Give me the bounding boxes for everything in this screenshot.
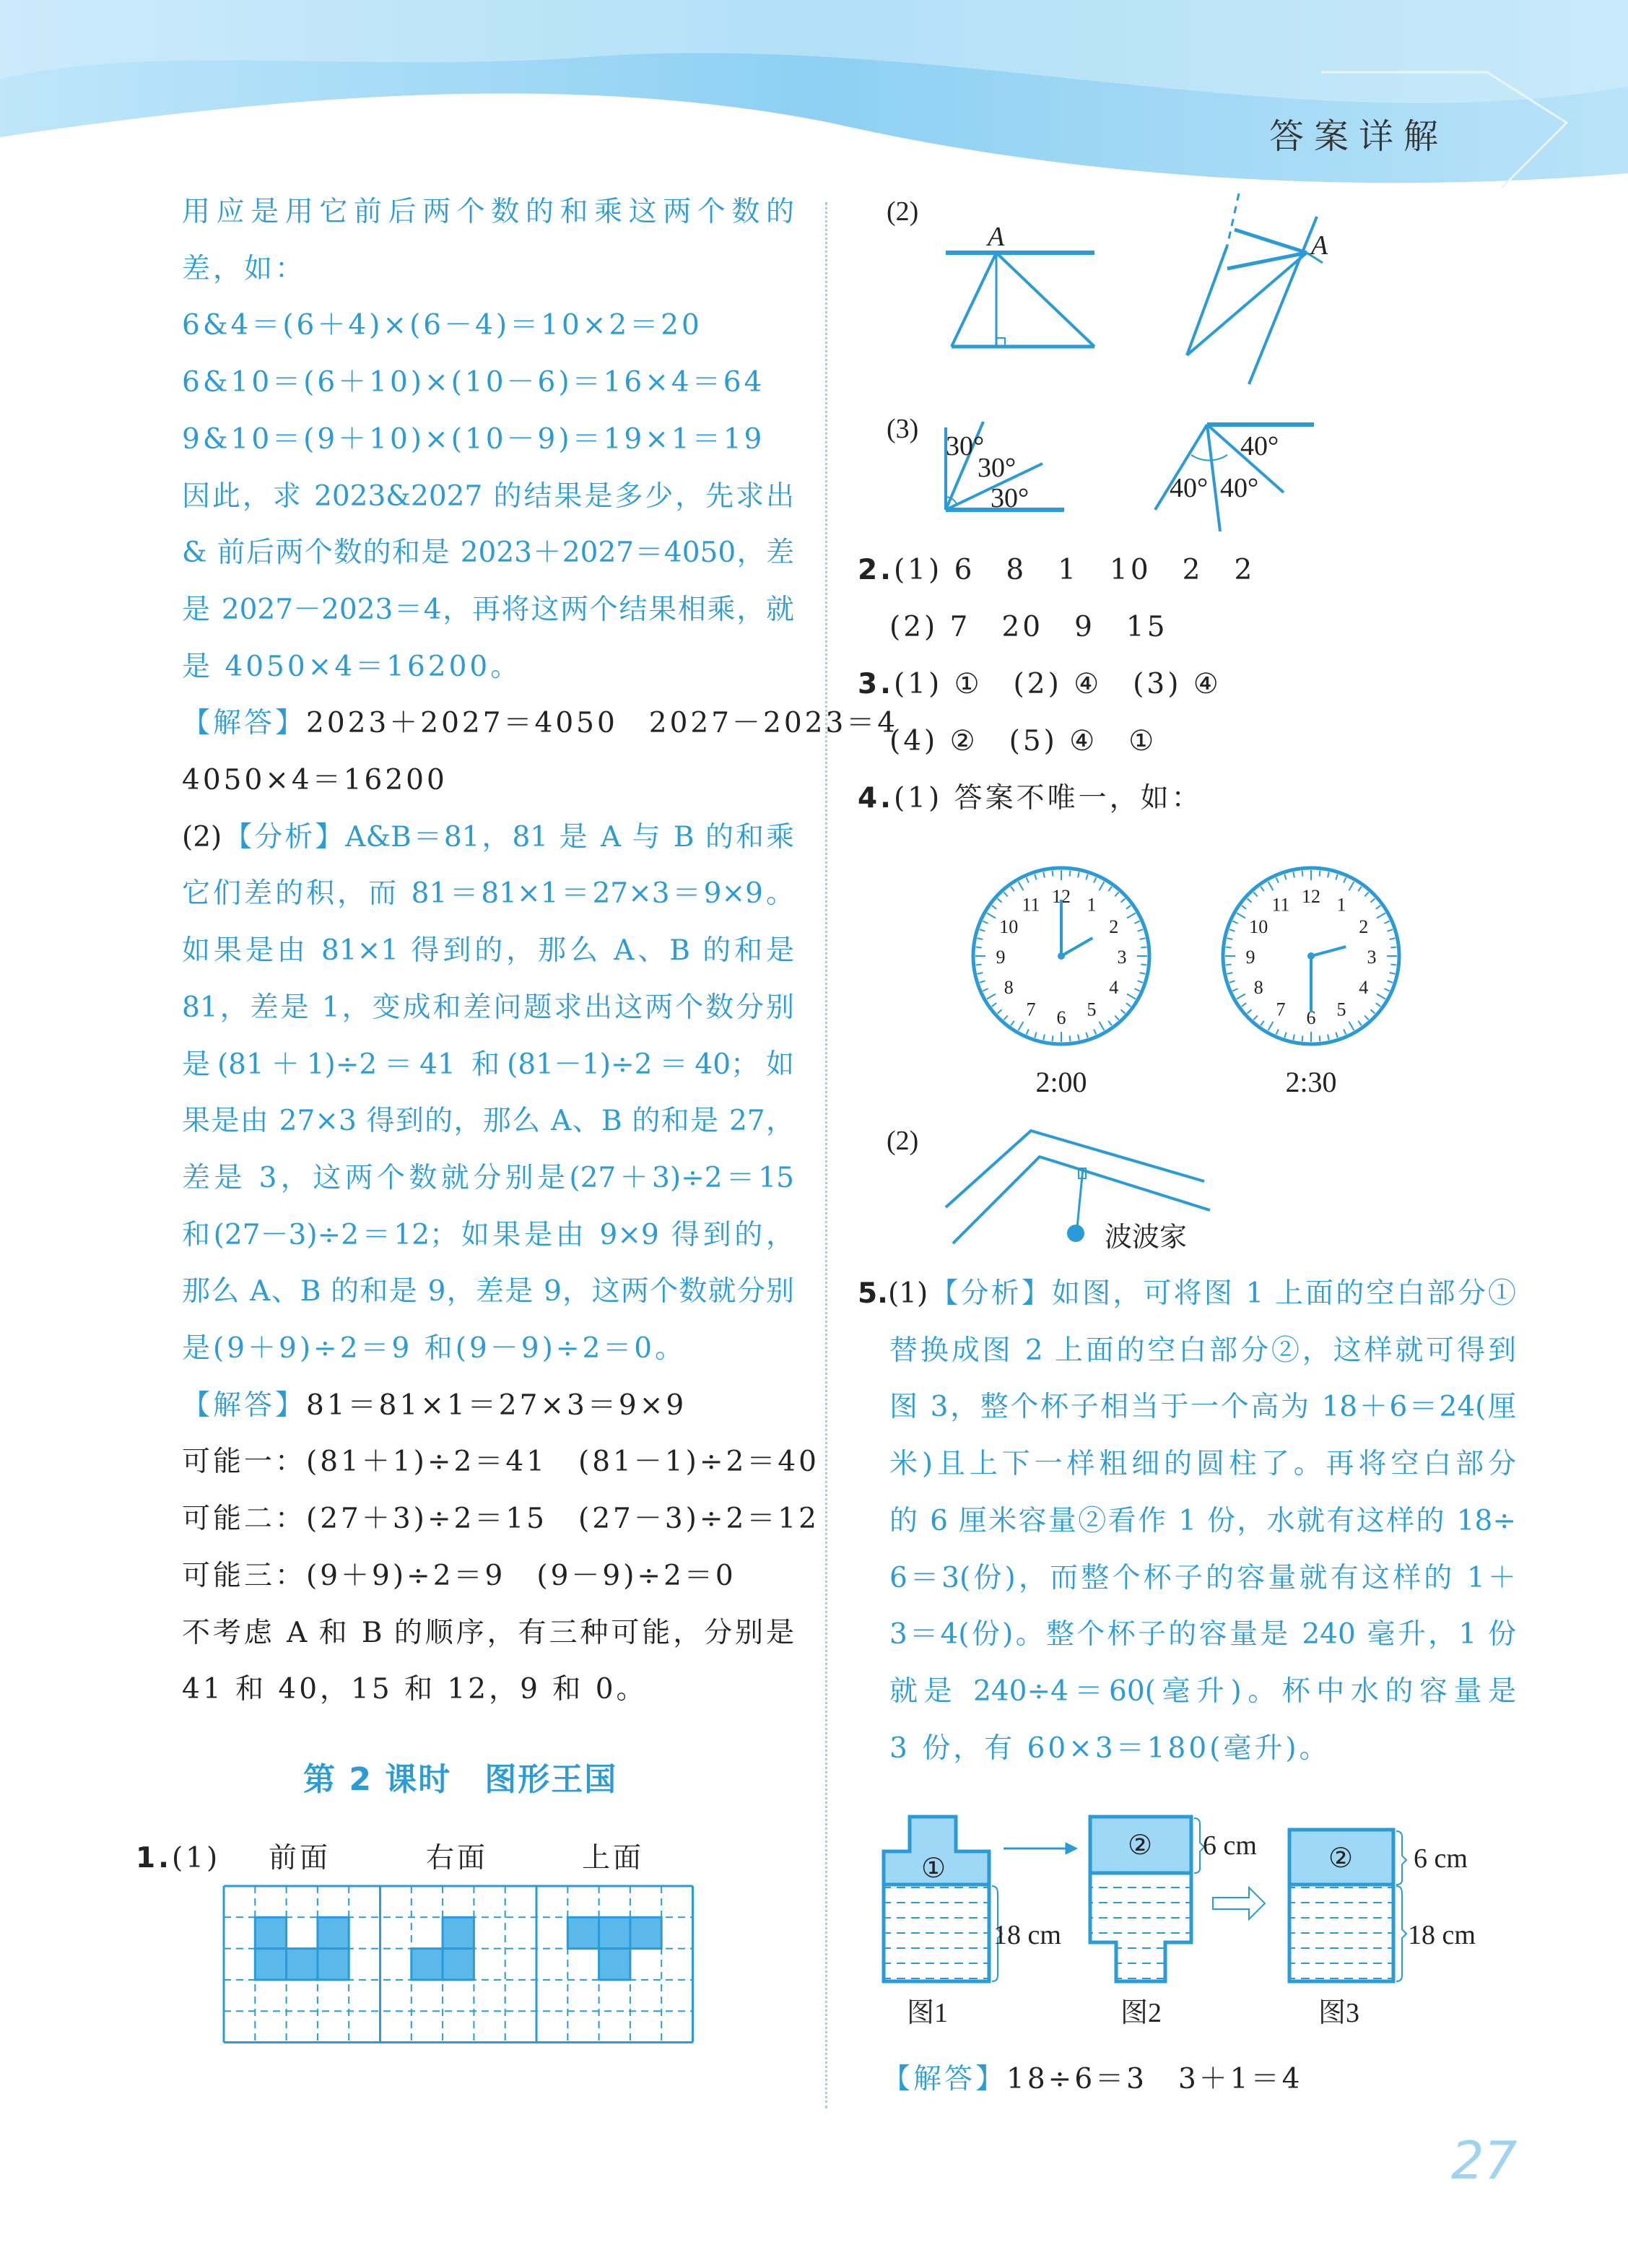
- clock-number: 8: [1253, 977, 1263, 998]
- text-segment: 的 6 厘米容量②看作 1 份，水就有这样的 18÷: [889, 1504, 1516, 1537]
- text-line: [889, 1444, 1516, 1485]
- question-number: 4.: [858, 782, 894, 814]
- text-line: [889, 721, 1157, 762]
- view-square: [318, 1917, 349, 1948]
- text-segment: 如果是由 81×1 得到的，那么 A、B 的和是: [182, 934, 794, 968]
- text-segment: 不考虑 A 和 B 的顺序，有三种可能，分别是: [182, 1616, 794, 1649]
- part-label: (3): [887, 414, 919, 444]
- text-segment: 米)且上下一样粗细的圆柱了。再将空白部分: [889, 1448, 1516, 1481]
- text-line: [182, 362, 765, 403]
- text-segment: 它们差的积，而 81＝81×1＝27×3＝9×9。: [182, 877, 794, 911]
- views-grid: [217, 1877, 708, 2051]
- view-square: [412, 1949, 443, 1980]
- text-line: [182, 988, 794, 1028]
- route-figure: [866, 1112, 1271, 1271]
- part-label: (1): [171, 1842, 221, 1874]
- text-segment: 3 份，有 60×3＝180(毫升)。: [889, 1732, 1331, 1765]
- clock-time-label: 2:00: [1035, 1066, 1087, 1098]
- height-label-18cm: 18 cm: [993, 1920, 1061, 1950]
- text-line: [858, 1274, 1516, 1314]
- text-line: [858, 778, 1203, 819]
- clock-tick: [1302, 871, 1303, 877]
- text-segment: 就是 240÷4＝60(毫升)。杯中水的容量是: [889, 1674, 1516, 1708]
- figure-caption-1: 图1: [907, 1998, 949, 2028]
- view-square: [630, 1917, 661, 1948]
- clock-center: [1307, 952, 1315, 960]
- clock-number: 2: [1359, 916, 1369, 937]
- clock-tick: [1226, 947, 1232, 948]
- text-segment: (1) ① (2) ④ (3) ④: [893, 668, 1222, 700]
- clock-face: [1223, 868, 1399, 1044]
- angle-label: 40°: [1220, 473, 1259, 503]
- part-label: (2): [887, 196, 919, 227]
- text-segment: 【分析】A&B＝81，81 是 A 与 B 的和乘: [222, 820, 794, 853]
- clock-tick: [1070, 871, 1071, 877]
- question-number: 3.: [858, 668, 894, 700]
- angle-label: 30°: [946, 431, 985, 461]
- height-label-6cm: 6 cm: [1203, 1830, 1257, 1861]
- question-number: 1.: [136, 1842, 172, 1874]
- text-segment: 6&10＝(6＋10)×(10－6)＝16×4＝64: [182, 366, 765, 399]
- text-segment: 4050×4＝16200: [182, 764, 448, 796]
- clock-number: 7: [1276, 999, 1286, 1020]
- text-segment: 6&4＝(6＋4)×(6－4)＝10×2＝20: [182, 309, 702, 342]
- text-line: [889, 1331, 1516, 1371]
- text-segment: 图 3，整个杯子相当于一个高为 18＋6＝24(厘: [889, 1391, 1516, 1424]
- figure-caption-2: 图2: [1120, 1998, 1162, 2028]
- page-number: 27: [1451, 2130, 1518, 2191]
- clock-number: 6: [1306, 1007, 1316, 1028]
- column-divider: [825, 202, 827, 2108]
- text-line: [182, 1499, 819, 1539]
- angle-label: 30°: [978, 453, 1017, 483]
- text-segment: 那么 A、B 的和是 9，差是 9，这两个数就分别: [182, 1275, 794, 1308]
- part-label: (2): [887, 1126, 919, 1156]
- clock-number: 11: [1271, 894, 1290, 916]
- text-line: [182, 1386, 687, 1426]
- text-line: [182, 420, 765, 460]
- q5-solution: [882, 2059, 1302, 2100]
- text-segment: (1) 答案不唯一，如：: [893, 782, 1203, 814]
- text-segment: 因此，求 2023&2027 的结果是多少，先求出: [182, 479, 794, 513]
- clock-tick: [1141, 947, 1146, 948]
- clock-number: 4: [1109, 977, 1119, 998]
- text-line: [889, 1729, 1331, 1769]
- clock-number: 5: [1087, 999, 1097, 1020]
- text-line: [889, 1558, 1516, 1599]
- figure-caption-3: 图3: [1318, 1998, 1360, 2028]
- text-segment: (2) 7 20 9 15: [889, 611, 1168, 643]
- clock-number: 1: [1087, 894, 1097, 916]
- text-line: [889, 1615, 1516, 1655]
- question-number: 5.: [858, 1277, 888, 1310]
- text-segment: 差是 3，这两个数就分别是(27＋3)÷2＝15: [182, 1161, 794, 1194]
- text-line: [182, 533, 794, 573]
- q1-label: [136, 1838, 220, 1879]
- home-label: 波波家: [1105, 1222, 1188, 1253]
- text-line: [182, 1669, 648, 1710]
- text-segment: 差，如：: [182, 252, 307, 285]
- clock-number: 5: [1336, 999, 1346, 1020]
- text-line: [182, 590, 794, 630]
- text-segment: 是 4050×4＝16200。: [182, 650, 522, 683]
- text-line: [182, 703, 898, 744]
- view-label-right: 右面: [426, 1842, 489, 1874]
- text-segment: (1) 6 8 1 10 2 2: [893, 554, 1255, 586]
- text-line: [182, 1556, 736, 1596]
- clock-number: 9: [996, 947, 1006, 968]
- clock-tick: [976, 947, 982, 948]
- height-label-18cm: 18 cm: [1408, 1920, 1476, 1950]
- text-line: [889, 1501, 1516, 1542]
- text-segment: 【分析】如图，可将图 1 上面的空白部分①: [928, 1277, 1516, 1310]
- geometry-figures: [852, 188, 1502, 563]
- clock-number: 12: [1302, 886, 1320, 907]
- text-segment: 可能二：(27＋3)÷2＝15 (27－3)÷2＝12: [182, 1503, 819, 1536]
- part-marker-2: ②: [1128, 1830, 1153, 1861]
- text-line: [889, 607, 1168, 648]
- clock-number: 3: [1117, 947, 1127, 968]
- solution-text: 18÷6＝3 3＋1＝4: [1006, 2063, 1303, 2095]
- lesson-title: 第 2 课时 图形王国: [303, 1761, 618, 1798]
- text-segment: 41 和 40，15 和 12，9 和 0。: [182, 1673, 648, 1706]
- clock-number: 8: [1004, 977, 1014, 998]
- text-line: [182, 931, 794, 971]
- text-line: [182, 1158, 794, 1199]
- header-wave: [0, 0, 1628, 202]
- view-square: [443, 1917, 474, 1948]
- view-square: [255, 1917, 286, 1948]
- clock-center: [1058, 952, 1065, 960]
- section-title: 答案详解: [1269, 116, 1449, 157]
- text-segment: 81＝81×1＝27×3＝9×9: [306, 1389, 687, 1422]
- text-line: [889, 1672, 1516, 1712]
- text-segment: (1): [887, 1277, 928, 1310]
- text-segment: 和(27－3)÷2＝12；如果是由 9×9 得到的，: [182, 1218, 794, 1251]
- part-marker-2: ②: [1328, 1843, 1354, 1874]
- text-line: [182, 1329, 686, 1369]
- text-line: [889, 1387, 1516, 1428]
- question-number: 2.: [858, 554, 894, 586]
- view-square: [599, 1949, 630, 1980]
- text-segment: 6＝3(份)，而整个杯子的容量就有这样的 1＋: [889, 1561, 1516, 1594]
- text-segment: 3＝4(份)。整个杯子的容量是 240 毫升，1 份: [889, 1618, 1516, 1651]
- text-segment: 【解答】: [182, 707, 307, 740]
- solution-tag: 【解答】: [882, 2063, 1007, 2095]
- view-square: [255, 1949, 286, 1980]
- part-marker-1: ①: [921, 1854, 946, 1884]
- clock-number: 2: [1109, 916, 1119, 937]
- text-line: [182, 1215, 794, 1256]
- clock-tick: [1302, 1035, 1303, 1041]
- text-segment: 替换成图 2 上面的空白部分②，这样就可得到: [889, 1334, 1516, 1367]
- text-line: [182, 874, 794, 914]
- text-segment: 是(81＋1)÷2＝41 和(81－1)÷2＝40；如: [182, 1048, 794, 1081]
- text-segment: 2023＋2027＝4050 2027－2023＝4: [306, 707, 899, 740]
- text-line: [182, 1045, 794, 1085]
- clock-tick: [1390, 947, 1396, 948]
- clock-face: [973, 868, 1149, 1044]
- clock-number: 4: [1359, 977, 1369, 998]
- text-line: [182, 760, 448, 801]
- clock-number: 6: [1056, 1007, 1066, 1028]
- text-segment: 是(9＋9)÷2＝9 和(9－9)÷2＝0。: [182, 1332, 687, 1365]
- angle-label: 40°: [1240, 431, 1279, 461]
- clock-number: 10: [1249, 916, 1268, 937]
- text-line: [182, 305, 702, 346]
- text-line: [182, 817, 794, 858]
- clocks-figure: [939, 852, 1444, 1112]
- cups-figure: [866, 1798, 1516, 2043]
- text-segment: 果是由 27×3 得到的，那么 A、B 的和是 27，: [182, 1105, 794, 1138]
- text-line: [182, 249, 306, 290]
- angle-label: 40°: [1170, 473, 1209, 503]
- view-square: [443, 1949, 474, 1980]
- height-label-6cm: 6 cm: [1414, 1843, 1468, 1874]
- text-segment: 可能三：(9＋9)÷2＝9 (9－9)÷2＝0: [182, 1559, 736, 1592]
- clock-time-label: 2:30: [1285, 1066, 1337, 1098]
- text-line: [858, 664, 1222, 705]
- view-square: [287, 1949, 318, 1980]
- text-line: [182, 1442, 819, 1482]
- clock-number: 7: [1026, 999, 1036, 1020]
- text-segment: & 前后两个数的和是 2023＋2027＝4050，差: [182, 536, 794, 570]
- angle-label: 30°: [991, 483, 1030, 513]
- text-segment: 81，差是 1，变成和差问题求出这两个数分别: [182, 991, 794, 1024]
- view-square: [599, 1917, 630, 1948]
- text-segment: 用应是用它前后两个数的和乘这两个数的: [182, 196, 794, 228]
- clock-number: 9: [1245, 947, 1255, 968]
- clock-number: 12: [1052, 886, 1071, 907]
- clock-number: 11: [1022, 894, 1040, 916]
- clock-tick: [1070, 1035, 1071, 1041]
- text-line: [182, 1101, 794, 1142]
- text-line: [182, 1613, 794, 1654]
- clock-number: 10: [999, 916, 1019, 937]
- text-line: [182, 477, 794, 517]
- view-square: [567, 1917, 598, 1948]
- point-a-label: A: [988, 222, 1005, 252]
- text-line: [182, 647, 521, 687]
- text-line: [182, 192, 794, 233]
- clock-number: 3: [1367, 947, 1377, 968]
- text-segment: (4) ② (5) ④ ①: [889, 725, 1157, 757]
- point-a-label: A: [1311, 230, 1328, 261]
- view-label-top: 上面: [582, 1842, 645, 1874]
- text-segment: 是 2027－2023＝4，再将这两个结果相乘，就: [182, 593, 794, 626]
- text-line: [182, 1272, 794, 1312]
- text-segment: (2): [182, 820, 222, 853]
- view-square: [318, 1949, 349, 1980]
- clock-number: 1: [1336, 894, 1346, 916]
- view-label-front: 前面: [269, 1842, 331, 1874]
- text-segment: 【解答】: [182, 1389, 307, 1422]
- text-segment: 可能一：(81＋1)÷2＝41 (81－1)÷2＝40: [182, 1446, 819, 1479]
- text-segment: 9&10＝(9＋10)×(10－9)＝19×1＝19: [182, 422, 765, 456]
